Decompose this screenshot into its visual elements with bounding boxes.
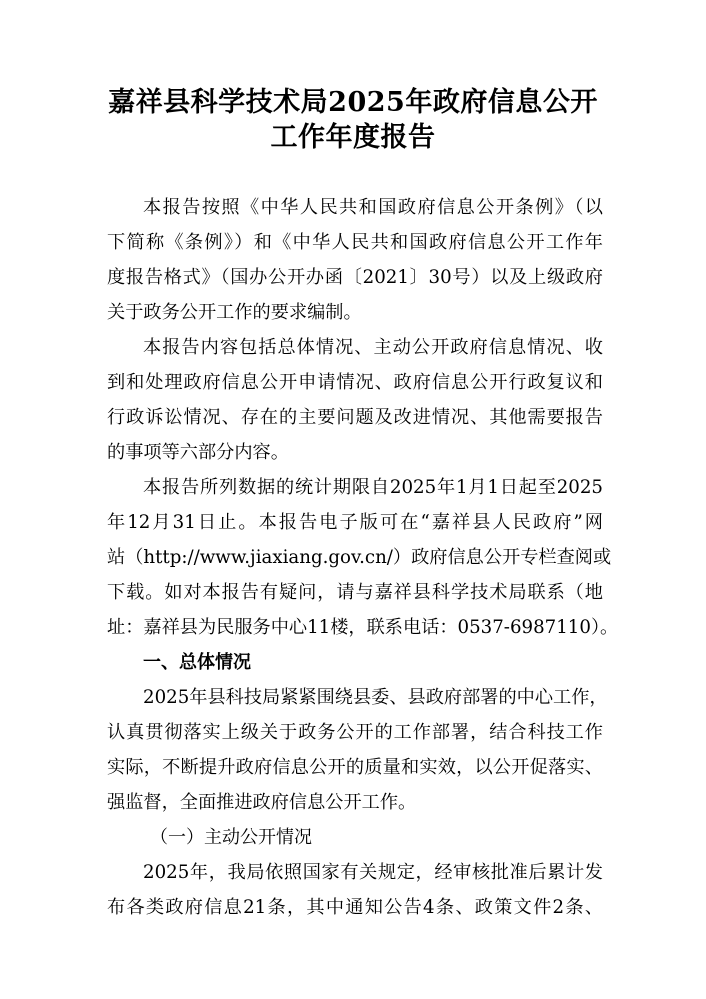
paragraph-line: 强监督，全面推进政府信息公开工作。 [107, 792, 417, 813]
paragraph-line: 度报告格式》（国办公开办函〔2021〕30号）以及上级政府 [107, 267, 603, 288]
paragraph-line: 关于政务公开工作的要求编制。 [107, 302, 362, 323]
paragraph-line: 认真贯彻落实上级关于政务公开的工作部署，结合科技工作 [107, 722, 603, 743]
paragraph-line: 站（http://www.jiaxiang.gov.cn/）政府信息公开专栏查阅或 [107, 547, 612, 568]
subsection-heading: （一）主动公开情况 [150, 827, 312, 848]
paragraph-line: 本报告内容包括总体情况、主动公开政府信息情况、收 [143, 337, 603, 358]
paragraph-line: 行政诉讼情况、存在的主要问题及改进情况、其他需要报告 [107, 407, 603, 428]
paragraph-line: 本报告按照《中华人民共和国政府信息公开条例》（以 [143, 197, 603, 218]
document-title-line-1: 嘉祥县科学技术局2025年政府信息公开 [108, 87, 598, 118]
paragraph-line: 到和处理政府信息公开申请情况、政府信息公开行政复议和 [107, 372, 603, 393]
paragraph-line: 2025年县科技局紧紧围绕县委、县政府部署的中心工作， [143, 687, 608, 708]
paragraph-line: 2025年，我局依照国家有关规定，经审核批准后累计发 [143, 862, 603, 883]
paragraph-line: 的事项等六部分内容。 [107, 442, 289, 463]
paragraph-line: 布各类政府信息21条，其中通知公告4条、政策文件2条、 [107, 897, 603, 918]
section-heading: 一、总体情况 [143, 652, 251, 673]
paragraph-line: 本报告所列数据的统计期限自2025年1月1日起至2025 [143, 477, 603, 498]
paragraph-line: 实际，不断提升政府信息公开的质量和实效，以公开促落实、 [107, 757, 603, 778]
paragraph-line: 年12月31日止。本报告电子版可在“嘉祥县人民政府”网 [107, 512, 603, 533]
paragraph-line: 址：嘉祥县为民服务中心11楼，联系电话：0537-6987110）。 [107, 617, 619, 638]
paragraph-line: 下载。如对本报告有疑问，请与嘉祥县科学技术局联系（地 [107, 582, 603, 603]
paragraph-line: 下简称《条例》）和《中华人民共和国政府信息公开工作年 [107, 232, 603, 253]
document-title-line-2: 工作年度报告 [270, 122, 436, 153]
